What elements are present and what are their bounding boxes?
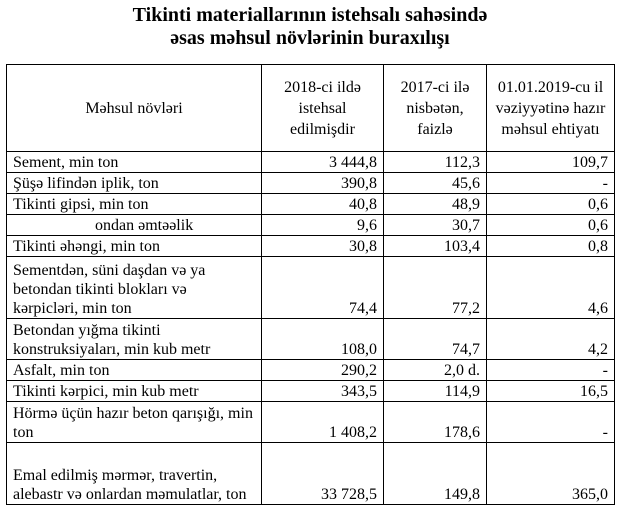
value-percent: 114,9 <box>384 381 487 402</box>
value-stock: 0,8 <box>487 236 615 257</box>
table-row <box>7 257 615 319</box>
header-product-types: Məhsul növləri <box>7 65 262 152</box>
header-percent-vs-2017: 2017-ci ilə nisbətən, faizlə <box>384 65 487 152</box>
value-stock: - <box>487 360 615 381</box>
product-name: Sement, min ton <box>7 152 262 173</box>
value-percent: 74,7 <box>384 319 487 360</box>
header-produced-2018: 2018-ci ildə istehsal edilmişdir <box>262 65 384 152</box>
product-name: Tikinti kərpici, min kub metr <box>7 381 262 402</box>
value-stock: - <box>487 402 615 443</box>
product-name: Betondan yığma tikinti konstruksiyaları, min kub metr <box>7 319 262 360</box>
table-row <box>7 360 615 381</box>
value-2018: 9,6 <box>262 215 384 236</box>
title-line-2: əsas məhsul növlərinin buraxılışı <box>170 27 450 49</box>
product-name: Tikinti gipsi, min ton <box>7 194 262 215</box>
product-name: ondan əmtəəlik <box>7 215 262 236</box>
value-2018: 74,4 <box>262 257 384 319</box>
product-name: Emal edilmiş mərmər, travertin, alebastr və onlardan məmulatlar, ton <box>7 443 262 505</box>
value-percent: 112,3 <box>384 152 487 173</box>
value-2018: 1 408,2 <box>262 402 384 443</box>
value-stock: 109,7 <box>487 152 615 173</box>
header-stock-2019: 01.01.2019-cu il vəziyyətinə hazır məhsul ehtiyatı <box>487 65 615 152</box>
value-stock: 0,6 <box>487 194 615 215</box>
product-name: Hörmə üçün hazır beton qarışığı, min ton <box>7 402 262 443</box>
value-percent: 2,0 d. <box>384 360 487 381</box>
table-row <box>7 236 615 257</box>
value-stock: 4,6 <box>487 257 615 319</box>
value-stock: 365,0 <box>487 443 615 505</box>
value-stock: 0,6 <box>487 215 615 236</box>
value-stock: - <box>487 173 615 194</box>
value-2018: 390,8 <box>262 173 384 194</box>
table-row <box>7 215 615 236</box>
value-percent: 77,2 <box>384 257 487 319</box>
value-percent: 30,7 <box>384 215 487 236</box>
value-stock: 4,2 <box>487 319 615 360</box>
table-row <box>7 319 615 360</box>
product-name: Tikinti əhəngi, min ton <box>7 236 262 257</box>
value-2018: 108,0 <box>262 319 384 360</box>
table-row <box>7 402 615 443</box>
value-percent: 48,9 <box>384 194 487 215</box>
value-stock: 16,5 <box>487 381 615 402</box>
product-name: Sementdən, süni daşdan və ya betondan tikinti blokları və kərpicləri, min ton <box>7 257 262 319</box>
value-percent: 149,8 <box>384 443 487 505</box>
value-percent: 103,4 <box>384 236 487 257</box>
page-title <box>0 4 620 50</box>
value-2018: 343,5 <box>262 381 384 402</box>
value-2018: 30,8 <box>262 236 384 257</box>
production-table <box>6 64 615 505</box>
value-2018: 290,2 <box>262 360 384 381</box>
value-2018: 3 444,8 <box>262 152 384 173</box>
header-row <box>7 65 615 152</box>
table-row <box>7 443 615 505</box>
product-name: Şüşə lifindən iplik, ton <box>7 173 262 194</box>
value-2018: 40,8 <box>262 194 384 215</box>
table-row <box>7 194 615 215</box>
value-2018: 33 728,5 <box>262 443 384 505</box>
value-percent: 178,6 <box>384 402 487 443</box>
table-row <box>7 152 615 173</box>
title-line-1: Tikinti materiallarının istehsalı sahəsində <box>132 4 488 26</box>
value-percent: 45,6 <box>384 173 487 194</box>
product-name: Asfalt, min ton <box>7 360 262 381</box>
table-row <box>7 381 615 402</box>
table-row <box>7 173 615 194</box>
